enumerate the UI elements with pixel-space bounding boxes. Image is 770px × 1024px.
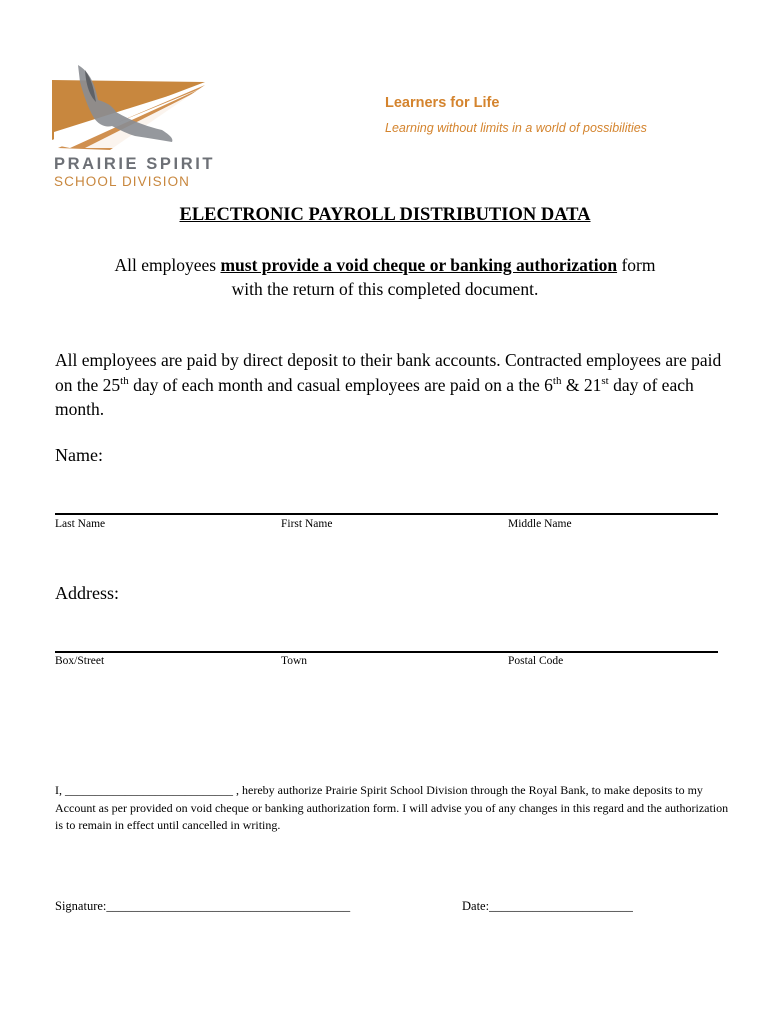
pay-info-text: All employees are paid by direct deposit to their bank accounts. Contracted employees are paid on the 25	[55, 350, 722, 395]
superscript: th	[552, 374, 562, 387]
authorization-paragraph: I, ____________________________ , hereby authorize Prairie Spirit School Division through the Royal Bank, to make deposits to my Account as per provided on void cheque or banking authorization form. I will advise you of any changes in this regard and the authorization is to remain in effect until cancelled in writing.	[55, 783, 729, 832]
pay-info-text: & 21	[561, 374, 602, 395]
notice-suffix: form	[617, 255, 656, 275]
notice-prefix: All employees	[114, 255, 221, 275]
address-label: Address:	[55, 583, 119, 603]
subtagline: Learning without limits in a world of possibilities	[385, 121, 647, 135]
org-name-line1: PRAIRIE SPIRIT	[54, 155, 216, 173]
box-street-label: Box/Street	[55, 655, 105, 667]
name-input-line[interactable]	[55, 513, 718, 515]
document-title: ELECTRONIC PAYROLL DISTRIBUTION DATA	[179, 205, 591, 225]
date-field[interactable]: Date:_______________________	[462, 899, 633, 913]
last-name-label: Last Name	[55, 518, 106, 530]
notice-paragraph	[40, 253, 730, 301]
pay-info-paragraph	[55, 348, 735, 422]
first-name-label: First Name	[281, 518, 333, 530]
middle-name-label: Middle Name	[508, 518, 572, 530]
org-name-line2: SCHOOL DIVISION	[54, 174, 191, 189]
address-input-line[interactable]	[55, 651, 718, 653]
signature-field[interactable]: Signature:_______________________________________	[55, 899, 351, 913]
notice-emphasis: must provide a void cheque or banking authorization	[220, 255, 618, 275]
tagline: Learners for Life	[385, 95, 500, 111]
postal-code-label: Postal Code	[508, 655, 564, 667]
pay-info-text: day of each month.	[55, 374, 694, 419]
town-label: Town	[281, 655, 308, 667]
notice-line2: with the return of this completed document.	[231, 279, 539, 299]
superscript: th	[120, 374, 129, 387]
superscript: st	[601, 374, 609, 387]
pay-info-text: day of each month and casual employees are paid on a the 6	[128, 374, 553, 395]
name-label: Name:	[55, 445, 103, 465]
